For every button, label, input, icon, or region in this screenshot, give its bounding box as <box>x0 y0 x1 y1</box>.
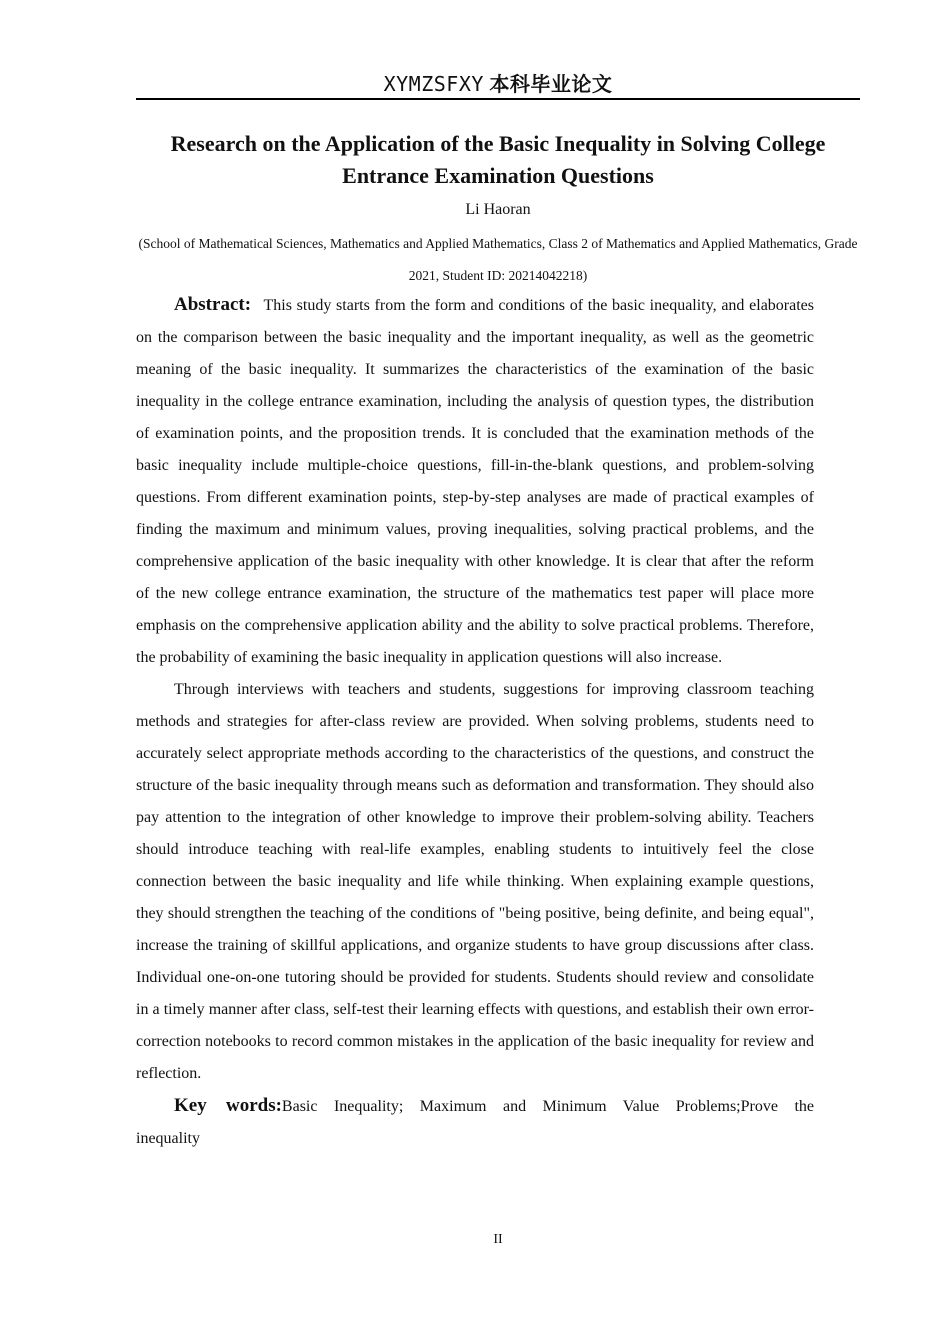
keywords-line <box>136 1090 814 1155</box>
page-header <box>136 70 860 100</box>
abstract-label: Abstract: <box>174 294 252 315</box>
keywords-label: Key words: <box>174 1095 282 1116</box>
author-name: Li Haoran <box>465 201 531 218</box>
abstract-text-1: This study starts from the form and conditions of the basic inequality, and elaborates on the comparison between the basic inequality and the important inequality, as well as the geometric meaning of the basic inequality. It summarizes the characteristics of the examination of the basic inequality in the college entrance examination, including the analysis of question types, the distribution of examination points, and the proposition trends. It is concluded that the examination methods of the basic inequality include multiple-choice questions, fill-in-the-blank questions, and problem-solving questions. From different examination points, step-by-step analyses are made of practical examples of finding the maximum and minimum values, proving inequalities, solving practical problems, and the comprehensive application of the basic inequality with other knowledge. It is clear that after the reform of the new college entrance examination, the structure of the mathematics test paper will place more emphasis on the comprehensive application ability and the ability to solve practical problems. Therefore, the probability of examining the basic inequality in application questions will also increase. <box>136 297 814 666</box>
header-thesis-label: 本科毕业论文 <box>489 72 613 96</box>
author-affiliation: (School of Mathematical Sciences, Mathematics and Applied Mathematics, Class 2 of Mathematics and Applied Mathematics, Grade 2021, Student ID: 20214042218) <box>138 236 858 283</box>
abstract-section <box>136 289 814 1155</box>
abstract-paragraph-2: Through interviews with teachers and students, suggestions for improving classroom teaching methods and strategies for after-class review are provided. When solving problems, students need to accurately select appropriate methods according to the characteristics of the questions, and construct the structure of the basic inequality through means such as deformation and transformation. They should also pay attention to the integration of other knowledge to improve their problem-solving ability. Teachers should introduce teaching with real-life examples, enabling students to intuitively feel the close connection between the basic inequality and life while thinking. When explaining example questions, they should strengthen the teaching of the conditions of "being positive, being definite, and being equal", increase the training of skillful applications, and organize students to have group discussions after class. Individual one-on-one tutoring should be provided for students. Students should review and consolidate in a timely manner after class, self-test their learning effects with questions, and establish their own error-correction notebooks to record common mistakes in the application of the basic inequality for review and reflection. <box>136 681 814 1082</box>
keywords-text: Basic Inequality; Maximum and Minimum Value Problems;Prove the inequality <box>136 1098 815 1147</box>
abstract-paragraph-1 <box>136 289 814 674</box>
header-code: XYMZSFXY <box>383 72 484 96</box>
paper-title: Research on the Application of the Basic Inequality in Solving College Entrance Examination Questions <box>170 131 826 188</box>
page-number: II <box>493 1232 503 1247</box>
